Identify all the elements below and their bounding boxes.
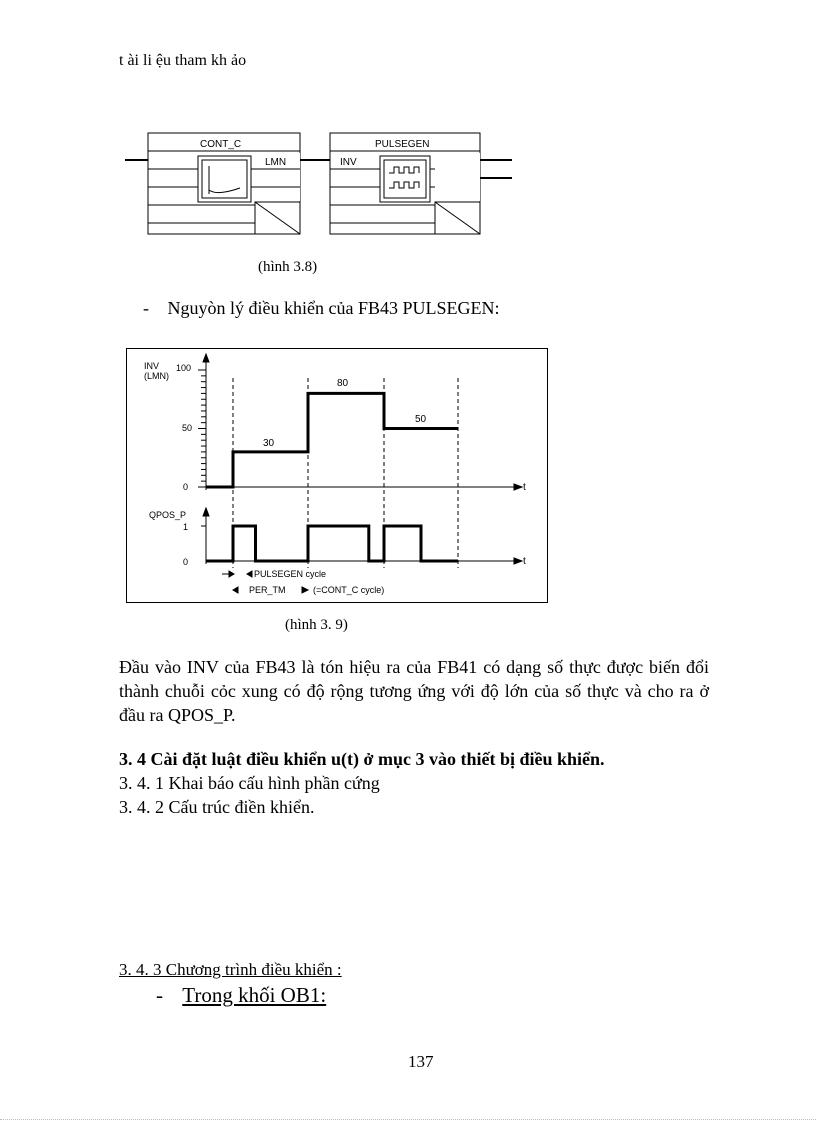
per-tm-label: PER_TM <box>249 585 286 595</box>
paragraph: Đầu vào INV của FB43 là tón hiệu ra của FB41 có dạng số thực được biến đổi thành chuỗi cỏc xung có độ rộng tương ứng với độ lớn của số thực và cho ra ở đầu ra QPOS_P. <box>119 657 709 725</box>
section-heading: 3. 4 Cài đặt luật điều khiển u(t) ở mục 3 vào thiết bị điều khiển. <box>119 749 605 769</box>
page-bottom-rule <box>0 1119 816 1120</box>
tick-1: 1 <box>183 522 189 532</box>
bottom-x-label: t <box>523 556 526 567</box>
inv-axis-label: INV <box>144 361 160 371</box>
pulsegen-title: PULSEGEN <box>375 139 430 150</box>
tick-50: 50 <box>182 423 193 433</box>
lmn-axis-label: (LMN) <box>144 371 169 381</box>
bullet-2-text: Trong khối OB1: <box>182 983 327 1007</box>
figure-3-8-caption: (hình 3.8) <box>258 259 318 275</box>
value-label-30: 30 <box>263 438 275 449</box>
tick-0-bottom: 0 <box>183 557 189 567</box>
bullet-1 <box>143 298 499 319</box>
subsection-1: 3. 4. 1 Khai báo cấu hình phần cứng <box>119 773 380 793</box>
bullet-1-text: Nguyòn lý điều khiển của FB43 PULSEGEN: <box>167 298 500 318</box>
pulsegen-cycle-label: PULSEGEN cycle <box>254 569 327 579</box>
figure-3-9-chart <box>126 348 549 604</box>
cont-c-title: CONT_C <box>200 139 242 150</box>
value-label-80: 80 <box>337 378 349 389</box>
inv-label: INV <box>340 157 357 168</box>
bullet-2-dash: - <box>156 983 163 1007</box>
tick-0: 0 <box>183 482 189 492</box>
figure-3-9-caption: (hình 3. 9) <box>285 617 348 633</box>
cont-c-cycle-label: (=CONT_C cycle) <box>313 585 385 595</box>
header-text: t ài li ệu tham kh ảo <box>119 52 247 69</box>
subsection-2: 3. 4. 2 Cấu trúc điền khiển. <box>119 797 315 817</box>
bullet-dash: - <box>143 298 149 318</box>
subsection-3: 3. 4. 3 Chương trình điều khiển : <box>119 960 342 979</box>
qpos-axis-label: QPOS_P <box>149 510 187 520</box>
top-x-label: t <box>523 482 526 493</box>
lmn-label: LMN <box>265 157 287 168</box>
figure-3-8-diagram <box>125 128 520 240</box>
tick-100: 100 <box>176 363 192 373</box>
value-label-50: 50 <box>415 414 427 425</box>
page-number: 137 <box>408 1052 434 1071</box>
bullet-2 <box>156 983 326 1008</box>
